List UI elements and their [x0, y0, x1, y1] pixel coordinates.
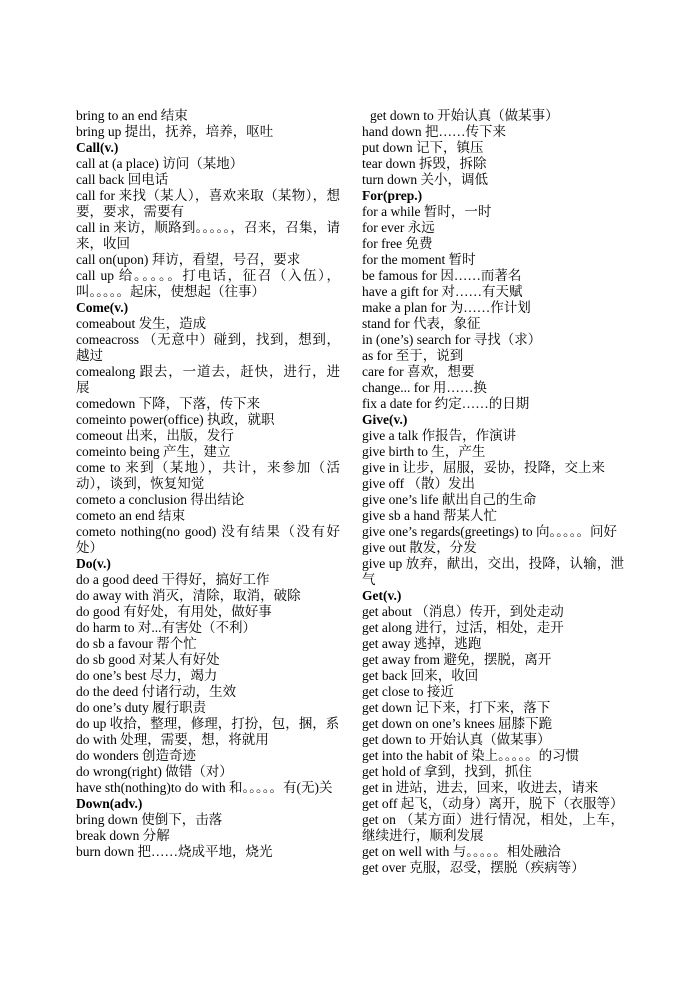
right-column	[362, 108, 624, 876]
phrase: do away with	[76, 588, 149, 603]
entry	[362, 140, 624, 156]
entry	[76, 412, 340, 428]
meaning: 因……而著名	[440, 268, 522, 283]
meaning: 献出自己的生命	[441, 492, 537, 507]
entry	[362, 860, 624, 876]
phrase: do one’s best	[76, 668, 147, 683]
phrase: bring to an end	[76, 108, 158, 123]
meaning: （某方面）进行情况，相处，上车，继续进行，顺利发展	[362, 812, 625, 843]
meaning: 散发，分发	[409, 540, 477, 555]
meaning: 来访，顺路到。。。。。，召来，召集，请来，收回	[76, 220, 341, 251]
entry	[76, 156, 340, 172]
phrase: give one’s life	[362, 492, 439, 507]
meaning: 关小，调低	[420, 172, 488, 187]
phrase: give off	[362, 476, 405, 491]
meaning: 至于，说到	[395, 348, 464, 363]
meaning: 回来，收回	[410, 668, 479, 683]
section-heading-give: Give(v.)	[362, 412, 408, 427]
entry	[362, 636, 624, 652]
entry	[76, 364, 340, 396]
entry	[362, 476, 624, 492]
meaning: 对...有害处（不利）	[137, 620, 256, 635]
entry	[362, 524, 624, 540]
meaning: 拜访，看望，号召，要求	[151, 252, 301, 267]
phrase: get away	[362, 636, 411, 651]
phrase: give one’s regards(greetings) to	[362, 524, 533, 539]
entry	[362, 812, 624, 844]
phrase: bring up	[76, 124, 122, 139]
meaning: 克服，忍受，摆脱（疾病等）	[409, 860, 585, 875]
meaning: 产生，建立	[162, 444, 231, 459]
phrase: give out	[362, 540, 406, 555]
phrase: do up	[76, 716, 107, 731]
phrase: get on	[362, 812, 396, 827]
entry	[362, 156, 624, 172]
section-heading-get: Get(v.)	[362, 588, 402, 603]
meaning: 作报告，作演讲	[421, 428, 517, 443]
meaning: 接近	[426, 684, 454, 699]
phrase: as for	[362, 348, 393, 363]
entry	[76, 108, 340, 124]
meaning: 对某人有好处	[138, 652, 220, 667]
entry	[76, 460, 340, 492]
phrase: get down on one’s knees	[362, 716, 495, 731]
phrase: bring down	[76, 812, 138, 827]
phrase: give in	[362, 460, 400, 475]
phrase: for the moment	[362, 252, 446, 267]
entry	[76, 828, 340, 844]
entry	[362, 748, 624, 764]
entry	[362, 540, 624, 556]
meaning: 消灭，清除，取消，破除	[152, 588, 301, 603]
meaning: 出来，出版，发行	[125, 428, 234, 443]
phrase: get hold of	[362, 764, 421, 779]
meaning: 访问（某地）	[162, 156, 244, 171]
entry	[76, 780, 340, 796]
meaning: 屈膝下跪	[498, 716, 553, 731]
meaning: 用……换	[432, 380, 487, 395]
section-heading-down: Down(adv.)	[76, 796, 143, 811]
meaning: 执政，就职	[206, 412, 275, 427]
entry	[362, 204, 624, 220]
entry	[76, 268, 340, 300]
phrase: comeabout	[76, 316, 136, 331]
meaning: 暂时，一时	[423, 204, 492, 219]
meaning: 帮个忙	[156, 636, 197, 651]
meaning: 约定……的日期	[434, 396, 530, 411]
phrase: fix a date for	[362, 396, 432, 411]
meaning: 使倒下，击落	[141, 812, 223, 827]
phrase: have sth(nothing)to do with	[76, 780, 226, 795]
entry	[76, 124, 340, 140]
phrase: do wonders	[76, 748, 139, 763]
phrase: burn down	[76, 844, 135, 859]
entry	[362, 508, 624, 524]
entry	[76, 700, 340, 716]
phrase: tear down	[362, 156, 416, 171]
meaning: 拿到，找到，抓住	[423, 764, 532, 779]
section-heading-come: Come(v.)	[76, 300, 129, 315]
entry	[362, 684, 624, 700]
entry	[362, 556, 624, 588]
meaning: 喜欢，想要	[406, 364, 475, 379]
entry	[76, 316, 340, 332]
meaning: 把……传下来	[425, 124, 506, 139]
entry	[362, 492, 624, 508]
phrase: turn down	[362, 172, 418, 187]
entry	[76, 716, 340, 732]
meaning: 开始认真（做某事）	[429, 732, 551, 747]
entry	[76, 764, 340, 780]
meaning: 尽力，竭力	[149, 668, 218, 683]
phrase: give up	[362, 556, 403, 571]
phrase: get away from	[362, 652, 440, 667]
phrase: do harm to	[76, 620, 135, 635]
meaning: 和。。。。。有(无)关	[228, 780, 333, 795]
meaning: 分解	[142, 828, 170, 843]
entry	[362, 652, 624, 668]
phrase: for a while	[362, 204, 421, 219]
phrase: call on(upon)	[76, 252, 149, 267]
entry	[76, 332, 340, 364]
meaning: 帮某人忙	[442, 508, 497, 523]
entry	[362, 380, 624, 396]
phrase: do good	[76, 604, 120, 619]
entry	[76, 508, 340, 524]
phrase: in (one’s) search for	[362, 332, 471, 347]
entry	[362, 236, 624, 252]
meaning: 寻找（求）	[473, 332, 542, 347]
phrase: do sb good	[76, 652, 136, 667]
meaning: 为……作计划	[449, 300, 531, 315]
entry	[362, 732, 624, 748]
phrase: cometo nothing(no good)	[76, 524, 217, 539]
meaning: 结束	[158, 508, 186, 523]
section-heading-for: For(prep.)	[362, 188, 423, 203]
meaning: 创造奇迹	[142, 748, 196, 763]
meaning: 进站，进去，回来，收进去，请来	[395, 780, 599, 795]
entry	[76, 636, 340, 652]
phrase: call in	[76, 220, 110, 235]
phrase: give birth to	[362, 444, 428, 459]
entry	[362, 444, 624, 460]
entry	[362, 108, 624, 124]
entry	[362, 460, 624, 476]
phrase: get on well with	[362, 844, 450, 859]
entry	[76, 620, 340, 636]
phrase: comeout	[76, 428, 123, 443]
meaning: 处理，需要，想，将就用	[120, 732, 269, 747]
meaning: 记下来，打下来，落下	[415, 700, 551, 715]
meaning: 发生，造成	[138, 316, 207, 331]
phrase: stand for	[362, 316, 410, 331]
phrase: for free	[362, 236, 403, 251]
meaning: 来到（某地），共计，来参加（活动），谈到，恢复知觉	[76, 460, 340, 491]
meaning: 向。。。。。问好	[535, 524, 617, 539]
phrase: change... for	[362, 380, 430, 395]
entry	[362, 780, 624, 796]
phrase: get along	[362, 620, 412, 635]
entry	[76, 668, 340, 684]
meaning: 避免，摆脱，离开	[443, 652, 552, 667]
meaning: 给。。。。。打电话，征召（入伍），叫。。。。。起床，使想起（往事）	[76, 268, 341, 299]
phrase: get in	[362, 780, 393, 795]
phrase: comeinto being	[76, 444, 160, 459]
meaning: 逃掉，逃跑	[413, 636, 482, 651]
meaning: 有好处，有用处，做好事	[123, 604, 272, 619]
entry	[76, 652, 340, 668]
phrase: call for	[76, 188, 115, 203]
phrase: cometo an end	[76, 508, 155, 523]
meaning: 暂时	[448, 252, 476, 267]
meaning: 开始认真（做某事）	[437, 108, 559, 123]
phrase: get down	[362, 700, 412, 715]
phrase: do the deed	[76, 684, 139, 699]
phrase: do sb a favour	[76, 636, 153, 651]
entry	[76, 172, 340, 188]
phrase: put down	[362, 140, 413, 155]
phrase: get close to	[362, 684, 424, 699]
entry	[362, 716, 624, 732]
meaning: 得出结论	[190, 492, 245, 507]
phrase: call at (a place)	[76, 156, 159, 171]
entry	[362, 796, 624, 812]
meaning: 让步，屈服，妥协，投降，交上来	[402, 460, 605, 475]
phrase: for ever	[362, 220, 405, 235]
phrase: do with	[76, 732, 117, 747]
meaning: 放弃，献出，交出，投降，认输，泄气	[362, 556, 625, 587]
entry	[362, 172, 624, 188]
phrase: call up	[76, 268, 114, 283]
entry	[362, 252, 624, 268]
phrase: comedown	[76, 396, 136, 411]
meaning: 对……有天赋	[441, 284, 523, 299]
meaning: 免费	[405, 236, 433, 251]
entry	[362, 764, 624, 780]
phrase: do wrong(right)	[76, 764, 162, 779]
entry	[362, 668, 624, 684]
phrase: get over	[362, 860, 406, 875]
phrase: comealong	[76, 364, 136, 379]
entry	[362, 604, 624, 620]
entry	[76, 604, 340, 620]
meaning: （无意中）碰到，找到，想到，越过	[76, 332, 341, 363]
phrase: care for	[362, 364, 404, 379]
entry	[362, 364, 624, 380]
entry	[362, 300, 624, 316]
meaning: 永远	[407, 220, 435, 235]
meaning: 做错（对）	[165, 764, 233, 779]
meaning: 干得好，搞好工作	[161, 572, 270, 587]
entry	[362, 124, 624, 140]
phrase: come to	[76, 460, 121, 475]
entry	[362, 220, 624, 236]
entry	[76, 812, 340, 828]
phrase: cometo a conclusion	[76, 492, 187, 507]
entry	[76, 492, 340, 508]
meaning: 记下，镇压	[416, 140, 484, 155]
meaning: 把……烧成平地，烧光	[137, 844, 273, 859]
phrase: hand down	[362, 124, 422, 139]
entry	[76, 428, 340, 444]
entry	[76, 396, 340, 412]
meaning: 回电话	[127, 172, 169, 187]
meaning: 提出，抚养，培养，呕吐	[124, 124, 274, 139]
entry	[362, 348, 624, 364]
entry	[76, 252, 340, 268]
phrase: do one’s duty	[76, 700, 149, 715]
meaning: （消息）传开，到处走动	[415, 604, 564, 619]
phrase: be famous for	[362, 268, 437, 283]
meaning: 没有结果（没有好处）	[76, 524, 341, 555]
phrase: get back	[362, 668, 408, 683]
meaning: 下降，下落，传下来	[138, 396, 261, 411]
entry	[362, 396, 624, 412]
phrase: give a talk	[362, 428, 419, 443]
phrase: get about	[362, 604, 412, 619]
meaning: 起飞，（动身）离开，脱下（衣服等）	[400, 796, 624, 811]
entry	[76, 220, 340, 252]
meaning: 与。。。。。相处融洽	[452, 844, 561, 859]
meaning: （散）发出	[407, 476, 475, 491]
entry	[76, 572, 340, 588]
section-heading-do: Do(v.)	[76, 556, 111, 571]
meaning: 拆毁，拆除	[418, 156, 487, 171]
phrase: get off	[362, 796, 398, 811]
meaning: 染上。。。。。的习惯	[471, 748, 580, 763]
section-heading-call: Call(v.)	[76, 140, 119, 155]
entry	[76, 524, 340, 556]
entry	[76, 732, 340, 748]
entry	[76, 588, 340, 604]
phrase: do a good deed	[76, 572, 159, 587]
phrase: get down to	[362, 732, 426, 747]
meaning: 进行，过活，相处，走开	[415, 620, 564, 635]
meaning: 跟去，一道去，赶快，进行，进展	[76, 364, 341, 395]
meaning: 来找（某人），喜欢来取（某物），想要，要求，需要有	[76, 188, 341, 219]
entry	[76, 188, 340, 220]
phrase: break down	[76, 828, 140, 843]
meaning: 付诸行动，生效	[141, 684, 237, 699]
meaning: 履行职责	[152, 700, 207, 715]
meaning: 结束	[160, 108, 188, 123]
entry	[362, 700, 624, 716]
phrase: get down to	[370, 108, 434, 123]
entry	[362, 268, 624, 284]
phrase: get into the habit of	[362, 748, 468, 763]
entry	[362, 284, 624, 300]
meaning: 生，产生	[431, 444, 486, 459]
entry	[76, 684, 340, 700]
entry	[76, 844, 340, 860]
entry	[362, 332, 624, 348]
phrase: comeacross	[76, 332, 139, 347]
entry	[362, 316, 624, 332]
entry	[76, 748, 340, 764]
phrase: make a plan for	[362, 300, 447, 315]
phrase: comeinto power(office)	[76, 412, 204, 427]
phrase: give sb a hand	[362, 508, 440, 523]
meaning: 代表，象征	[413, 316, 481, 331]
phrase: call back	[76, 172, 125, 187]
phrase: have a gift for	[362, 284, 439, 299]
left-column	[76, 108, 340, 860]
entry	[362, 620, 624, 636]
entry	[362, 844, 624, 860]
entry	[76, 444, 340, 460]
meaning: 收拾，整理，修理，打扮，包，捆，系	[109, 716, 340, 731]
entry	[362, 428, 624, 444]
